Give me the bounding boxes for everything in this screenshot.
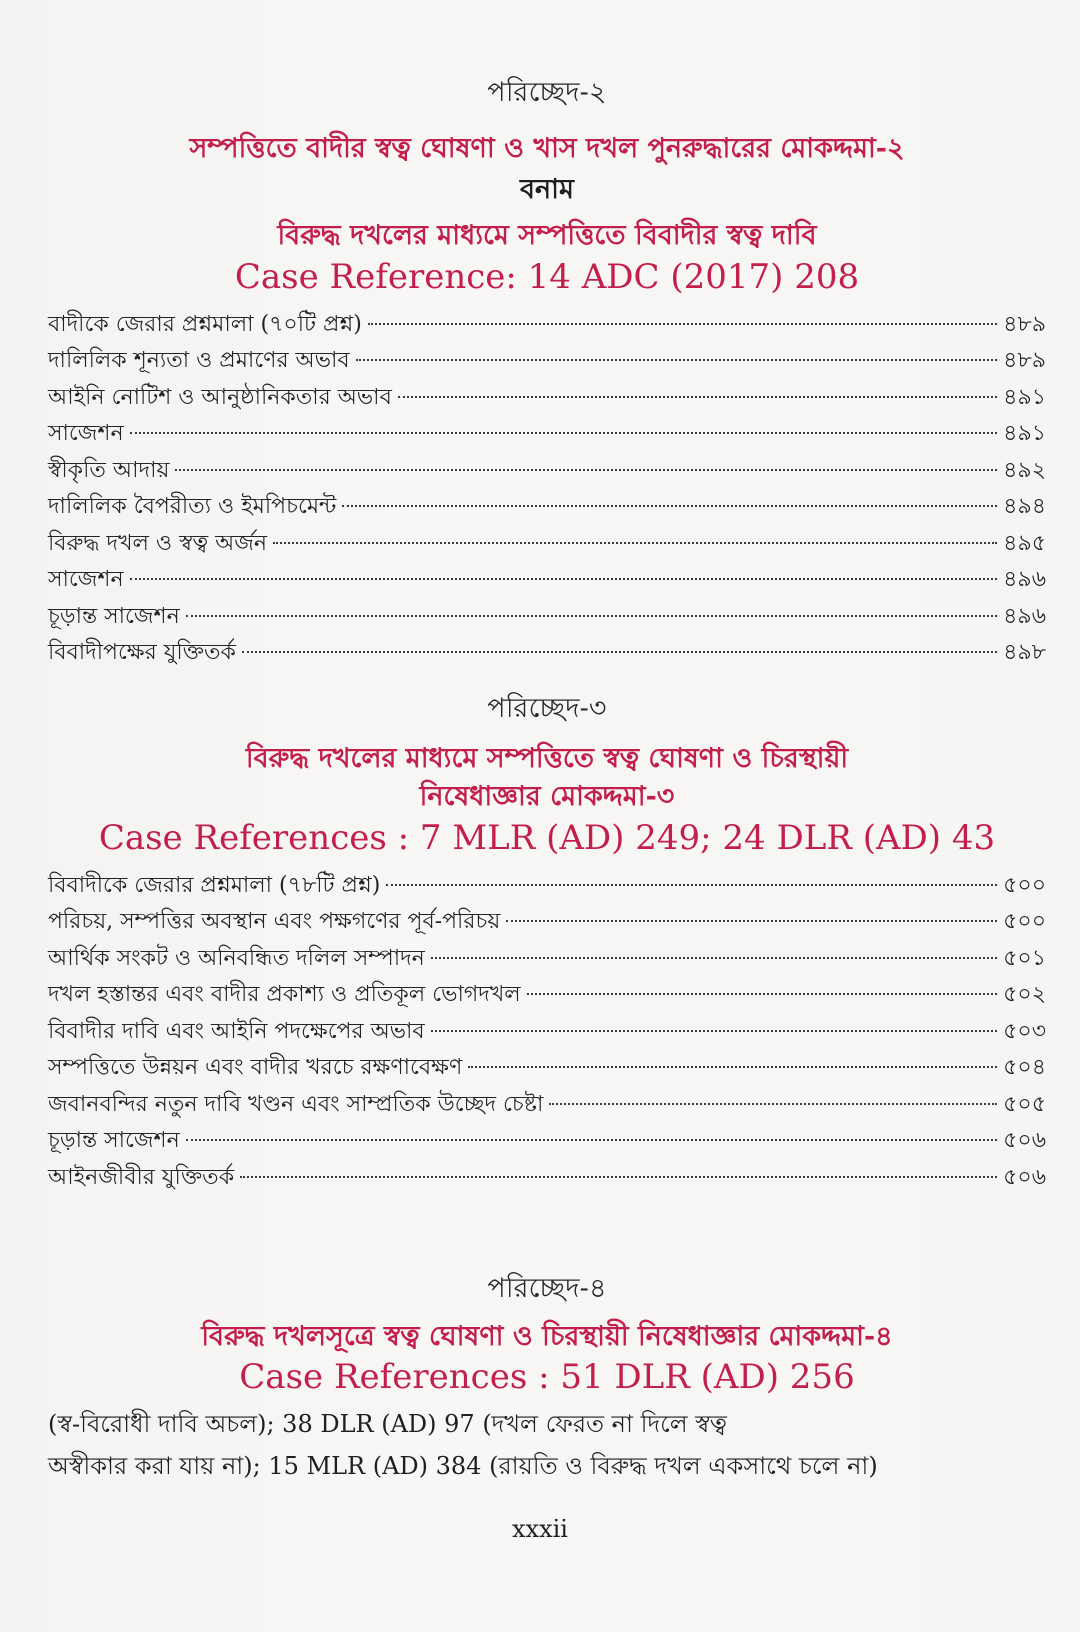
toc-leader-dots: [342, 505, 997, 507]
toc-label: দালিলিক বৈপরীত্য ও ইমপিচমেন্ট: [48, 494, 337, 520]
toc-page-number: ৫০৩: [1003, 1018, 1046, 1044]
toc-page-number: ৪৯৪: [1003, 494, 1046, 520]
toc-row[interactable]: [48, 977, 1046, 1014]
chapter-2-versus: বনাম: [520, 174, 574, 206]
toc-label: আর্থিক সংকট ও অনিবন্ধিত দলিল সম্পাদন: [48, 945, 425, 971]
toc-page-number: ৫০৫: [1003, 1091, 1046, 1117]
chapter-2-title-line2: বিরুদ্ধ দখলের মাধ্যমে সম্পত্তিতে বিবাদীর স্বত্ব দাবি: [277, 220, 817, 252]
toc-page-number: ৫০১: [1003, 945, 1046, 971]
toc-row[interactable]: [48, 489, 1046, 526]
chapter-4-case-notes: [48, 1403, 1046, 1487]
chapter-3-title-line2: নিষেধাজ্ঞার মোকদ্দমা-৩: [419, 781, 675, 813]
toc-leader-dots: [431, 1030, 997, 1032]
toc-row[interactable]: [48, 307, 1046, 344]
toc-row[interactable]: [48, 562, 1046, 599]
toc-leader-dots: [468, 1066, 997, 1068]
toc-row[interactable]: [48, 904, 1046, 941]
chapter-2-case-reference: Case Reference: 14 ADC (2017) 208: [234, 256, 860, 297]
toc-label: আইনজীবীর যুক্তিতর্ক: [48, 1164, 235, 1190]
chapter-3-section: [48, 688, 1046, 1196]
toc-page-number: ৪৯১: [1003, 384, 1046, 410]
toc-page-number: ৫০৬: [1003, 1128, 1046, 1154]
toc-label: বিবাদীকে জেরার প্রশ্নমালা (৭৮টি প্রশ্ন): [48, 872, 381, 898]
toc-leader-dots: [186, 615, 997, 617]
toc-leader-dots: [242, 651, 997, 653]
toc-leader-dots: [398, 396, 997, 398]
toc-row[interactable]: [48, 526, 1046, 563]
toc-page-number: ৫০২: [1003, 982, 1046, 1008]
case-notes-line: অস্বীকার করা যায় না); 15 MLR (AD) 384 (রায়তি ও বিরুদ্ধ দখল একসাথে চলে না): [48, 1452, 878, 1481]
toc-leader-dots: [273, 542, 997, 544]
toc-row[interactable]: [48, 635, 1046, 672]
toc-row[interactable]: [48, 380, 1046, 417]
toc-page-number: ৪৯১: [1003, 421, 1046, 447]
toc-page-number: ৪৮৯: [1003, 311, 1046, 337]
chapter-2-heading: পরিচ্ছেদ-২: [487, 77, 607, 108]
toc-row[interactable]: [48, 1014, 1046, 1051]
chapter-2-title-line1: সম্পত্তিতে বাদীর স্বত্ব ঘোষণা ও খাস দখল পুনরুদ্ধারের মোকদ্দমা-২: [189, 133, 905, 164]
toc-leader-dots: [527, 993, 997, 995]
toc-leader-dots: [431, 957, 997, 959]
toc-row[interactable]: [48, 1087, 1046, 1124]
toc-page-number: ৪৯৬: [1003, 603, 1046, 629]
chapter-4-title: বিরুদ্ধ দখলসূত্রে স্বত্ব ঘোষণা ও চিরস্থায়ী নিষেধাজ্ঞার মোকদ্দমা-৪: [201, 1321, 893, 1352]
toc-leader-dots: [130, 432, 998, 434]
chapter-3-title-line1: বিরুদ্ধ দখলের মাধ্যমে সম্পত্তিতে স্বত্ব ঘোষণা ও চিরস্থায়ী: [245, 743, 849, 774]
toc-leader-dots: [549, 1103, 997, 1105]
chapter-2-toc: [48, 307, 1046, 672]
toc-leader-dots: [240, 1176, 997, 1178]
toc-leader-dots: [386, 884, 997, 886]
page-number: xxxii: [512, 1515, 568, 1543]
toc-row[interactable]: [48, 343, 1046, 380]
case-notes-line: (স্ব-বিরোধী দাবি অচল); 38 DLR (AD) 97 (দখল ফেরত না দিলে স্বত্ব: [48, 1410, 727, 1439]
toc-row[interactable]: [48, 1160, 1046, 1197]
toc-label: জবানবন্দির নতুন দাবি খণ্ডন এবং সাম্প্রতিক উচ্ছেদ চেষ্টা: [48, 1091, 544, 1117]
toc-row[interactable]: [48, 1050, 1046, 1087]
toc-label: সম্পত্তিতে উন্নয়ন এবং বাদীর খরচে রক্ষণাবেক্ষণ: [48, 1055, 463, 1081]
toc-leader-dots: [130, 578, 998, 580]
toc-page-number: ৪৯৮: [1003, 640, 1046, 666]
toc-page-number: ৪৮৯: [1003, 348, 1046, 374]
toc-row[interactable]: [48, 416, 1046, 453]
toc-label: সাজেশন: [48, 421, 124, 447]
chapter-4-section: [48, 1268, 1046, 1487]
toc-page-number: ৪৯৬: [1003, 567, 1046, 593]
toc-label: চূড়ান্ত সাজেশন: [48, 603, 180, 629]
toc-page-number: ৪৯৫: [1003, 530, 1046, 556]
toc-row[interactable]: [48, 453, 1046, 490]
toc-row[interactable]: [48, 1123, 1046, 1160]
chapter-3-heading: পরিচ্ছেদ-৩: [487, 693, 607, 724]
toc-label: বাদীকে জেরার প্রশ্নমালা (৭০টি প্রশ্ন): [48, 311, 362, 337]
toc-row[interactable]: [48, 868, 1046, 905]
toc-page-number: ৫০০: [1003, 909, 1046, 935]
toc-page-number: ৫০০: [1003, 872, 1046, 898]
toc-label: স্বীকৃতি আদায়: [48, 457, 170, 483]
toc-page-number: ৫০৪: [1003, 1055, 1046, 1081]
toc-page-number: ৫০৬: [1003, 1164, 1046, 1190]
toc-label: চূড়ান্ত সাজেশন: [48, 1128, 180, 1154]
toc-row[interactable]: [48, 941, 1046, 978]
toc-leader-dots: [356, 359, 998, 361]
toc-leader-dots: [368, 323, 997, 325]
chapter-3-toc: [48, 868, 1046, 1197]
toc-label: আইনি নোটিশ ও আনুষ্ঠানিকতার অভাব: [48, 384, 392, 410]
toc-label: বিবাদীপক্ষের যুক্তিতর্ক: [48, 640, 236, 666]
chapter-4-heading: পরিচ্ছেদ-৪: [487, 1273, 607, 1304]
toc-leader-dots: [186, 1139, 997, 1141]
toc-label: বিরুদ্ধ দখল ও স্বত্ব অর্জন: [48, 530, 268, 556]
chapter-2-section: [48, 72, 1046, 672]
toc-page-number: ৪৯২: [1003, 457, 1046, 483]
chapter-3-case-reference: Case References : 7 MLR (AD) 249; 24 DLR (AD) 43: [98, 817, 996, 858]
toc-leader-dots: [506, 920, 997, 922]
toc-label: সাজেশন: [48, 567, 124, 593]
toc-row[interactable]: [48, 599, 1046, 636]
toc-label: দালিলিক শূন্যতা ও প্রমাণের অভাব: [48, 348, 350, 374]
toc-leader-dots: [175, 469, 997, 471]
chapter-4-case-reference: Case References : 51 DLR (AD) 256: [239, 1357, 855, 1398]
toc-label: বিবাদীর দাবি এবং আইনি পদক্ষেপের অভাব: [48, 1018, 425, 1044]
toc-label: দখল হস্তান্তর এবং বাদীর প্রকাশ্য ও প্রতিকূল ভোগদখল: [48, 982, 521, 1008]
toc-label: পরিচয়, সম্পত্তির অবস্থান এবং পক্ষগণের পূর্ব-পরিচয়: [48, 909, 501, 935]
